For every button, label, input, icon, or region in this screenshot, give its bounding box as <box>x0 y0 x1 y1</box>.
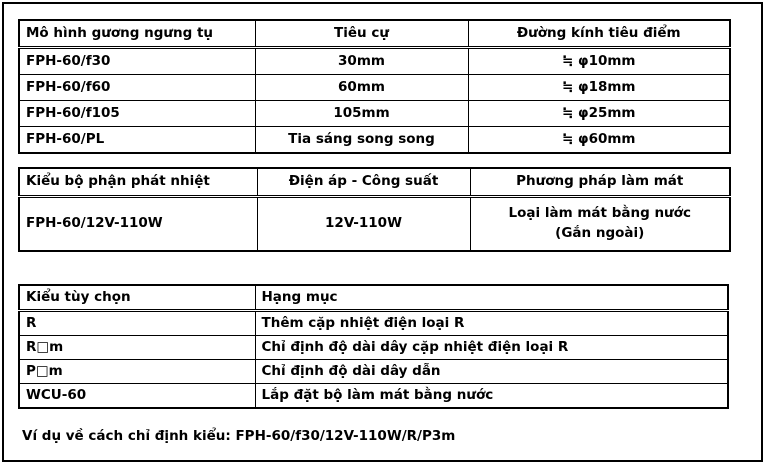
mirror-model-table <box>18 19 731 154</box>
heating-element-table <box>18 167 731 252</box>
model-designation-example: Ví dụ về cách chỉ định kiểu: FPH-60/f30/12V-110W/R/P3m <box>22 428 456 444</box>
table-row <box>19 127 730 154</box>
cell-focal-diameter: ≒ φ60mm <box>468 127 730 154</box>
cooling-method-line-2: (Gắn ngoài) <box>555 225 645 241</box>
table-header-row <box>19 20 730 48</box>
cooling-method-line-1: Loại làm mát bằng nước <box>508 205 691 222</box>
table-row <box>19 75 730 101</box>
header-option-item: Hạng mục <box>255 285 728 311</box>
table-row <box>19 384 728 409</box>
cell-focal-length: 30mm <box>255 48 468 75</box>
header-focal-length: Tiêu cự <box>255 20 468 48</box>
cell-model: FPH-60/f60 <box>19 75 255 101</box>
table-row <box>19 197 730 252</box>
cell-focal-length: Tia sáng song song <box>255 127 468 154</box>
header-voltage-power: Điện áp - Công suất <box>257 168 470 197</box>
table-header-row <box>19 285 728 311</box>
cell-focal-diameter: ≒ φ10mm <box>468 48 730 75</box>
cell-focal-diameter: ≒ φ25mm <box>468 101 730 127</box>
cell-option-item: Chỉ định độ dài dây cặp nhiệt điện loại R <box>255 336 728 360</box>
header-heater-type: Kiểu bộ phận phát nhiệt <box>19 168 257 197</box>
cell-model: FPH-60/f30 <box>19 48 255 75</box>
cell-option-code: WCU-60 <box>19 384 255 409</box>
table-row <box>19 360 728 384</box>
table-row <box>19 336 728 360</box>
table-row <box>19 101 730 127</box>
cell-option-item: Chỉ định độ dài dây dẫn <box>255 360 728 384</box>
table-row <box>19 48 730 75</box>
header-mirror-model: Mô hình gương ngưng tụ <box>19 20 255 48</box>
table-header-row <box>19 168 730 197</box>
table-row <box>19 311 728 336</box>
cell-option-code: P□m <box>19 360 255 384</box>
cell-voltage-power: 12V-110W <box>257 197 470 252</box>
cell-focal-diameter: ≒ φ18mm <box>468 75 730 101</box>
document-page <box>2 2 763 462</box>
cell-option-code: R <box>19 311 255 336</box>
cell-heater-type: FPH-60/12V-110W <box>19 197 257 252</box>
cell-model: FPH-60/PL <box>19 127 255 154</box>
header-cooling-method: Phương pháp làm mát <box>470 168 730 197</box>
options-table <box>18 284 729 409</box>
cell-option-code: R□m <box>19 336 255 360</box>
cell-focal-length: 60mm <box>255 75 468 101</box>
cell-focal-length: 105mm <box>255 101 468 127</box>
cell-model: FPH-60/f105 <box>19 101 255 127</box>
header-focal-diameter: Đường kính tiêu điểm <box>468 20 730 48</box>
cell-option-item: Thêm cặp nhiệt điện loại R <box>255 311 728 336</box>
cell-cooling-method <box>470 197 730 252</box>
cell-option-item: Lắp đặt bộ làm mát bằng nước <box>255 384 728 409</box>
header-option-type: Kiểu tùy chọn <box>19 285 255 311</box>
